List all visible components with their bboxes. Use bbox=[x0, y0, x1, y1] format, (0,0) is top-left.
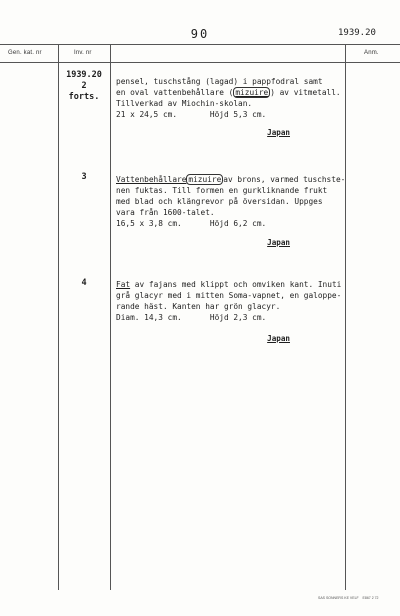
country-of-origin: Japan bbox=[267, 128, 290, 137]
description-line: med blad och klängrevor på översidan. Uppges bbox=[116, 197, 323, 206]
description-line: Fat av fajans med klippt och omviken kant. Inuti bbox=[116, 280, 342, 289]
page-number: 90 bbox=[190, 27, 210, 41]
top-reference-number: 1939.20 bbox=[338, 28, 376, 38]
header-top-rule bbox=[0, 44, 400, 45]
description-line: pensel, tuschstång (lagad) i pappfodral samt bbox=[116, 77, 323, 86]
catalog-number-header: Gen. kat. nr bbox=[8, 50, 42, 56]
dimensions-line: 16,5 x 3,8 cm. Höjd 6,2 cm. bbox=[116, 219, 267, 228]
catalog-entry bbox=[116, 279, 341, 323]
inventory-column-divider bbox=[110, 44, 111, 590]
description-line: vara från 1600-talet. bbox=[116, 208, 215, 217]
object-name: Fat bbox=[116, 280, 131, 289]
country-of-origin: Japan bbox=[267, 334, 290, 343]
printer-imprint: SAS SONNERS KE VELF E867 2 72 bbox=[318, 596, 379, 600]
inventory-number bbox=[60, 278, 108, 289]
description-line: nen fuktas. Till formen en gurkliknande frukt bbox=[116, 186, 328, 195]
catalog-entry bbox=[116, 76, 341, 120]
inventory-number bbox=[60, 172, 108, 183]
description-line: Vattenbehållare mizuire av brons, varmed tuschste- bbox=[116, 175, 346, 184]
inventory-number-line: 4 bbox=[81, 278, 87, 288]
object-name: Vattenbehållare bbox=[116, 175, 187, 184]
inventory-number-line: 2 bbox=[81, 81, 87, 91]
description-line: Tillverkad av Miochin-skolan. bbox=[116, 99, 253, 108]
inventory-number-line: 3 bbox=[81, 172, 87, 182]
country-of-origin: Japan bbox=[267, 238, 290, 247]
dimensions-line: Diam. 14,3 cm. Höjd 2,3 cm. bbox=[116, 313, 267, 322]
description-line: grå glacyr med i mitten Soma-vapnet, en galoppe- bbox=[116, 291, 342, 300]
inventory-number bbox=[60, 70, 108, 103]
description-line: rande häst. Kanten har grön glacyr. bbox=[116, 302, 281, 311]
remarks-column-divider bbox=[345, 44, 346, 590]
japanese-term: mizuire bbox=[188, 175, 222, 184]
japanese-term: mizuire bbox=[235, 88, 269, 97]
description-line: en oval vattenbehållare ( mizuire ) av vitmetall. bbox=[116, 88, 341, 97]
inventory-number-header: Inv. nr bbox=[74, 50, 92, 56]
remarks-header: Anm. bbox=[364, 50, 379, 56]
dimensions-line: 21 x 24,5 cm. Höjd 5,3 cm. bbox=[116, 110, 267, 119]
inventory-number-line: forts. bbox=[68, 92, 100, 102]
catalog-entry bbox=[116, 174, 345, 229]
header-bottom-rule bbox=[0, 62, 400, 63]
inventory-number-line: 1939.20 bbox=[66, 70, 102, 80]
catalog-column-divider bbox=[58, 44, 59, 590]
